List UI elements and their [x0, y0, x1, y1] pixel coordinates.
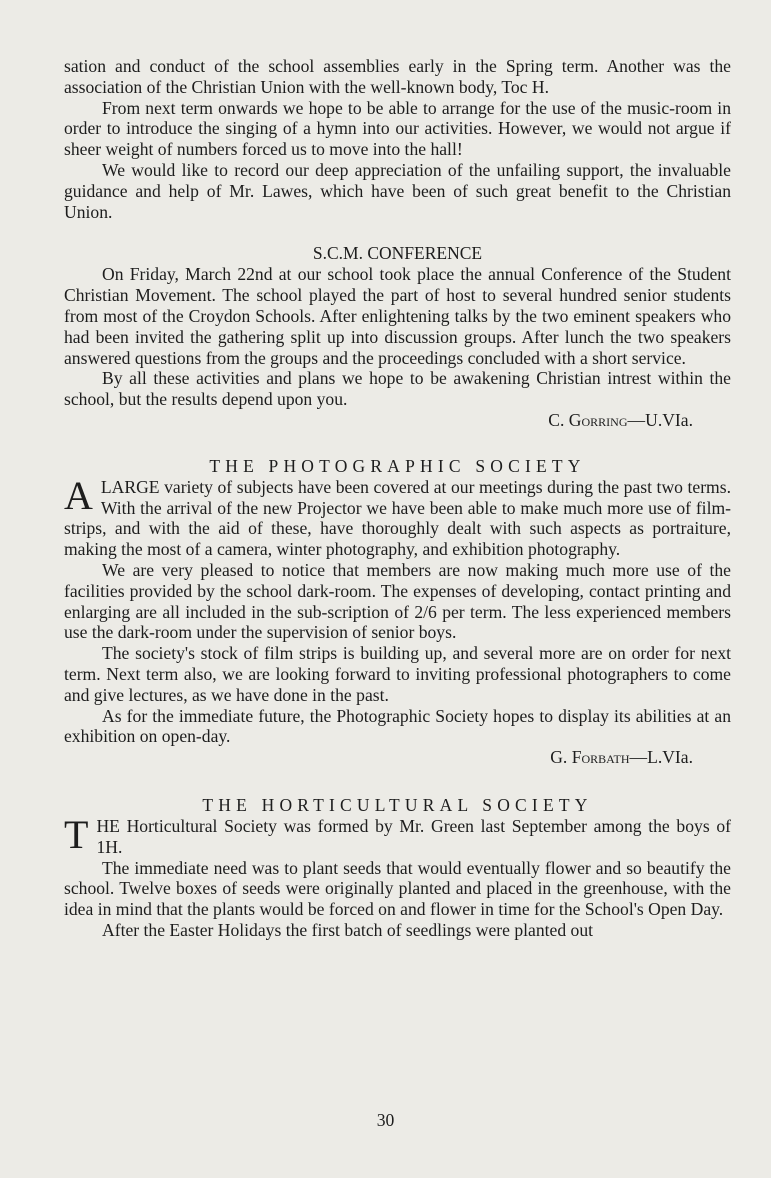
paragraph-text: HE Horticultural Society was formed by Mr. Green last September among the boys of 1H. [96, 815, 731, 857]
section-heading: THE PHOTOGRAPHIC SOCIETY [209, 455, 586, 476]
horticultural-society-section [64, 794, 731, 941]
scm-conference-section [64, 242, 731, 430]
signature-name: C. Gorring [548, 409, 628, 430]
signature [64, 410, 731, 431]
paragraph: We are very pleased to notice that members are now making much more use of the facilities provided by the school dark-room. The expenses of developing, contact printing and enlarging are all included in the sub-scription of 2/6 per term. The less experienced members use the dark-room under the supervision of senior boys. [64, 559, 731, 643]
drop-cap: T [64, 811, 89, 857]
paragraph: The society's stock of film strips is building up, and several more are on order for next term. Next term also, we are looking forward to inviting professional photographers to come and give lectures, as we have done in the past. [64, 643, 731, 705]
section-heading: S.C.M. CONFERENCE [312, 243, 483, 264]
christian-union-continuation [64, 56, 731, 222]
signature-form: —U.VIa. [627, 409, 693, 430]
paragraph [64, 811, 731, 858]
paragraph [64, 472, 731, 560]
signature [64, 747, 731, 768]
paragraph: As for the immediate future, the Photographic Society hopes to display its abilities at an exhibition on open-day. [64, 705, 731, 747]
signature-form: —L.VIa. [629, 747, 693, 768]
paragraph: We would like to record our deep appreciation of the unfailing support, the invaluable guidance and help of Mr. Lawes, which have been of such great benefit to the Christian Union. [64, 159, 731, 222]
paragraph: By all these activities and plans we hope to be awakening Christian intrest within the school, but the results depend upon you. [64, 368, 731, 410]
paragraph: The immediate need was to plant seeds that would eventually flower and so beautify the school. Twelve boxes of seeds were originally planted and placed in the greenhouse, with the idea in mind that the plants would be forced on and flower in time for the School's Open Day. [64, 857, 731, 920]
page-number: 30 [376, 1110, 395, 1130]
signature-name: G. Forbath [550, 747, 630, 768]
paragraph: From next term onwards we hope to be able to arrange for the use of the music-room in order to introduce the singing of a hymn into our activities. However, we would not argue if sheer weight of numbers forced us to move into the hall! [64, 97, 731, 160]
photographic-society-section [64, 455, 731, 768]
paragraph: On Friday, March 22nd at our school took place the annual Conference of the Student Christian Movement. The school played the part of host to several hundred senior students from most of the Croydon Schools. After enlightening talks by the two eminent speakers who had been invited the gathering split up into discussion groups. After lunch the two speakers answered questions from the groups and the proceedings concluded with a short service. [64, 264, 731, 368]
drop-cap: A [64, 472, 93, 518]
section-heading: THE HORTICULTURAL SOCIETY [202, 794, 593, 815]
paragraph: After the Easter Holidays the first batch of seedlings were planted out [102, 919, 594, 940]
paragraph: sation and conduct of the school assemblies early in the Spring term. Another was the association of the Christian Union with the well-known body, Toc H. [64, 56, 731, 97]
paragraph-text: LARGE variety of subjects have been covered at our meetings during the past two terms. With the arrival of the new Projector we have been able to make much more use of film-strips, and with the aid of these, have thoroughly dealt with such aspects as portraiture, making the most of a camera, winter photography, and exhibition photography. [64, 476, 731, 560]
